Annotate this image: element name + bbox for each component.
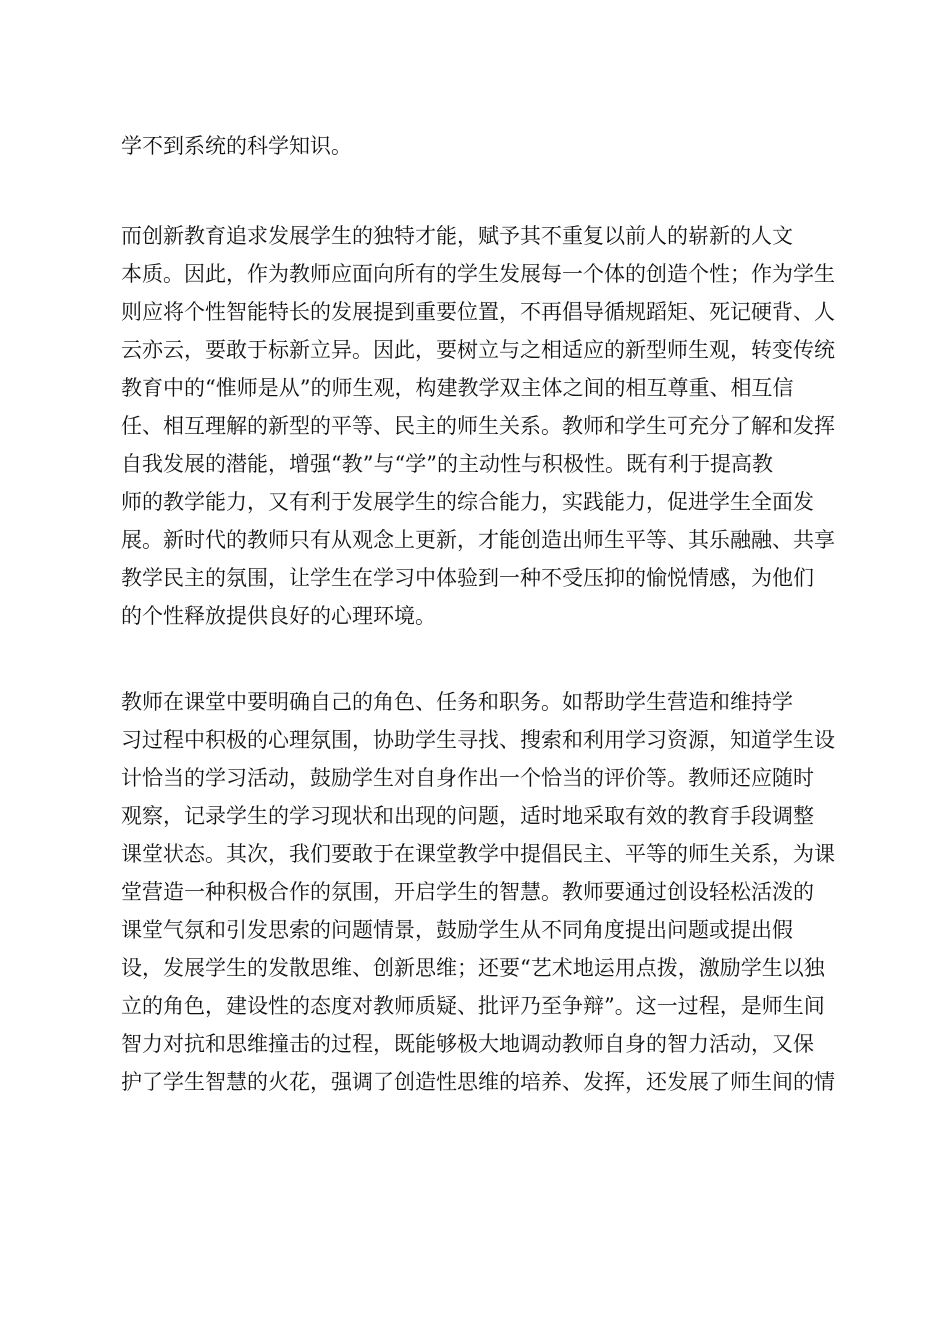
text-line: 的个性释放提供良好的心理环境。 <box>121 604 436 628</box>
paragraph-1 <box>121 127 861 165</box>
text-line: 学不到系统的科学知识。 <box>121 134 352 158</box>
text-line: 自我发展的潜能，增强“教”与“学”的主动性与积极性。既有利于提高教 <box>121 452 773 476</box>
text-line: 观察，记录学生的学习现状和出现的问题，适时地采取有效的教育手段调整 <box>121 804 814 828</box>
text-line: 本质。因此，作为教师应面向所有的学生发展每一个体的创造个性；作为学生 <box>121 262 835 286</box>
text-line: 则应将个性智能特长的发展提到重要位置，不再倡导循规蹈矩、死记硬背、人 <box>121 300 835 324</box>
text-line: 云亦云，要敢于标新立异。因此，要树立与之相适应的新型师生观，转变传统 <box>121 338 835 362</box>
text-line: 立的角色，建设性的态度对教师质疑、批评乃至争辩”。这一过程，是师生间 <box>121 994 825 1018</box>
text-line: 课堂状态。其次，我们要敢于在课堂教学中提倡民主、平等的师生关系，为课 <box>121 842 835 866</box>
paragraph-3 <box>121 683 861 1101</box>
text-line: 师的教学能力，又有利于发展学生的综合能力，实践能力，促进学生全面发 <box>121 490 814 514</box>
text-line: 展。新时代的教师只有从观念上更新，才能创造出师生平等、其乐融融、共享 <box>121 528 835 552</box>
text-line: 护了学生智慧的火花，强调了创造性思维的培养、发挥，还发展了师生间的情 <box>121 1070 835 1094</box>
text-line: 设，发展学生的发散思维、创新思维；还要“艺术地运用点拨，激励学生以独 <box>121 956 825 980</box>
paragraph-2 <box>121 217 861 635</box>
text-line: 课堂气氛和引发思索的问题情景，鼓励学生从不同角度提出问题或提出假 <box>121 918 793 942</box>
text-line: 习过程中积极的心理氛围，协助学生寻找、搜索和利用学习资源，知道学生设 <box>121 728 835 752</box>
text-line: 教学民主的氛围，让学生在学习中体验到一种不受压抑的愉悦情感，为他们 <box>121 566 814 590</box>
text-line: 智力对抗和思维撞击的过程，既能够极大地调动教师自身的智力活动，又保 <box>121 1032 814 1056</box>
text-line: 计恰当的学习活动，鼓励学生对自身作出一个恰当的评价等。教师还应随时 <box>121 766 814 790</box>
text-line: 任、相互理解的新型的平等、民主的师生关系。教师和学生可充分了解和发挥 <box>121 414 835 438</box>
text-line: 而创新教育追求发展学生的独特才能，赋予其不重复以前人的崭新的人文 <box>121 224 793 248</box>
text-line: 教育中的“惟师是从”的师生观，构建教学双主体之间的相互尊重、相互信 <box>121 376 794 400</box>
text-line: 教师在课堂中要明确自己的角色、任务和职务。如帮助学生营造和维持学 <box>121 690 793 714</box>
text-line: 堂营造一种积极合作的氛围，开启学生的智慧。教师要通过创设轻松活泼的 <box>121 880 814 904</box>
